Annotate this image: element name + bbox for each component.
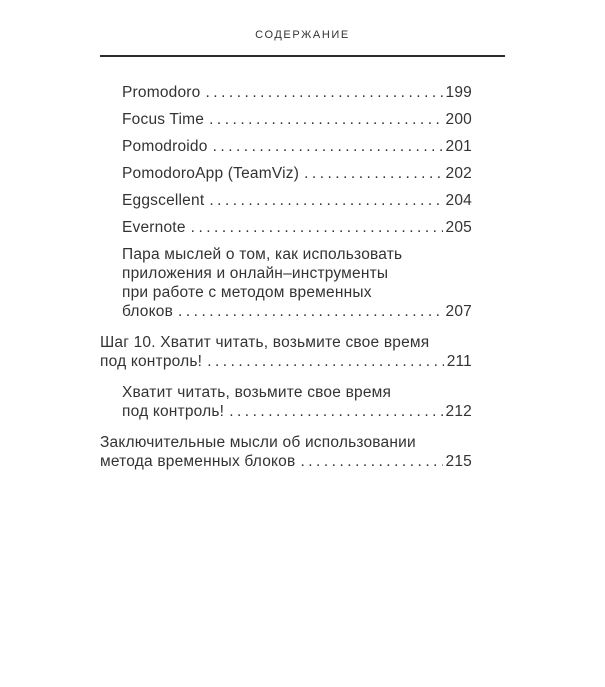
toc-entry-last-line bbox=[100, 352, 472, 371]
dot-leader bbox=[300, 452, 442, 471]
toc-entry-last-line bbox=[122, 83, 472, 102]
dot-leader bbox=[207, 352, 444, 371]
toc-entry-last-line bbox=[122, 302, 472, 321]
toc-entry-last-line bbox=[122, 164, 472, 183]
dot-leader bbox=[209, 110, 442, 129]
dot-leader bbox=[304, 164, 442, 183]
toc-entry-last-line bbox=[100, 452, 472, 471]
toc-entry-page-number: 201 bbox=[445, 138, 472, 155]
toc-entry bbox=[100, 83, 472, 102]
toc-entry-page-number: 204 bbox=[445, 192, 472, 209]
dot-leader bbox=[229, 402, 442, 421]
toc-entry-line: Хватит читать, возьмите свое время bbox=[122, 384, 392, 401]
toc-entry-last-line bbox=[122, 110, 472, 129]
toc-entry-last-line bbox=[122, 191, 472, 210]
toc-entry bbox=[100, 333, 472, 371]
toc-entry bbox=[100, 433, 472, 471]
toc-entry-line: Заключительные мысли об использовании bbox=[100, 434, 416, 451]
toc-entry-page-number: 199 bbox=[445, 84, 472, 101]
toc-entry bbox=[100, 164, 472, 183]
toc-entry-page-number: 211 bbox=[446, 353, 472, 370]
toc-entry-last-line bbox=[122, 218, 472, 237]
toc-entry bbox=[100, 245, 472, 321]
toc-entry bbox=[100, 218, 472, 237]
toc-entry bbox=[100, 110, 472, 129]
toc-entry-title: Evernote bbox=[122, 219, 186, 236]
toc-entry-title: под контроль! bbox=[100, 353, 203, 370]
toc-entry-title: Eggscellent bbox=[122, 192, 205, 209]
toc-entry-page-number: 207 bbox=[445, 303, 472, 320]
dot-leader bbox=[209, 191, 442, 210]
toc-entry-last-line bbox=[122, 402, 472, 421]
toc-entry-line: при работе с методом временных bbox=[122, 284, 372, 301]
toc-entry-last-line bbox=[122, 137, 472, 156]
toc-entry-page-number: 200 bbox=[445, 111, 472, 128]
toc-entry-page-number: 212 bbox=[445, 403, 472, 420]
dot-leader bbox=[178, 302, 443, 321]
toc-entry-line: Пара мыслей о том, как использовать bbox=[122, 246, 403, 263]
toc-entry-page-number: 215 bbox=[445, 453, 472, 470]
toc-list bbox=[100, 83, 472, 471]
toc-entry-line: Шаг 10. Хватит читать, возьмите свое время bbox=[100, 334, 430, 351]
dot-leader bbox=[191, 218, 443, 237]
toc-entry-title: метода временных блоков bbox=[100, 453, 296, 470]
toc-entry bbox=[100, 383, 472, 421]
toc-entry-title: Focus Time bbox=[122, 111, 205, 128]
toc-entry-title: PomodoroApp (TeamViz) bbox=[122, 165, 300, 182]
dot-leader bbox=[205, 83, 442, 102]
toc-entry-title: Pomodroido bbox=[122, 138, 208, 155]
toc-entry bbox=[100, 191, 472, 210]
toc-entry-title: Promodoro bbox=[122, 84, 201, 101]
toc-entry-page-number: 202 bbox=[445, 165, 472, 182]
toc-entry-line: приложения и онлайн–инструменты bbox=[122, 265, 389, 282]
header-divider bbox=[100, 55, 505, 57]
toc-entry-title: под контроль! bbox=[122, 403, 225, 420]
toc-entry-title: блоков bbox=[122, 303, 174, 320]
dot-leader bbox=[213, 137, 443, 156]
toc-entry-page-number: 205 bbox=[445, 219, 472, 236]
toc-entry bbox=[100, 137, 472, 156]
contents-header: СОДЕРЖАНИЕ bbox=[255, 29, 350, 41]
